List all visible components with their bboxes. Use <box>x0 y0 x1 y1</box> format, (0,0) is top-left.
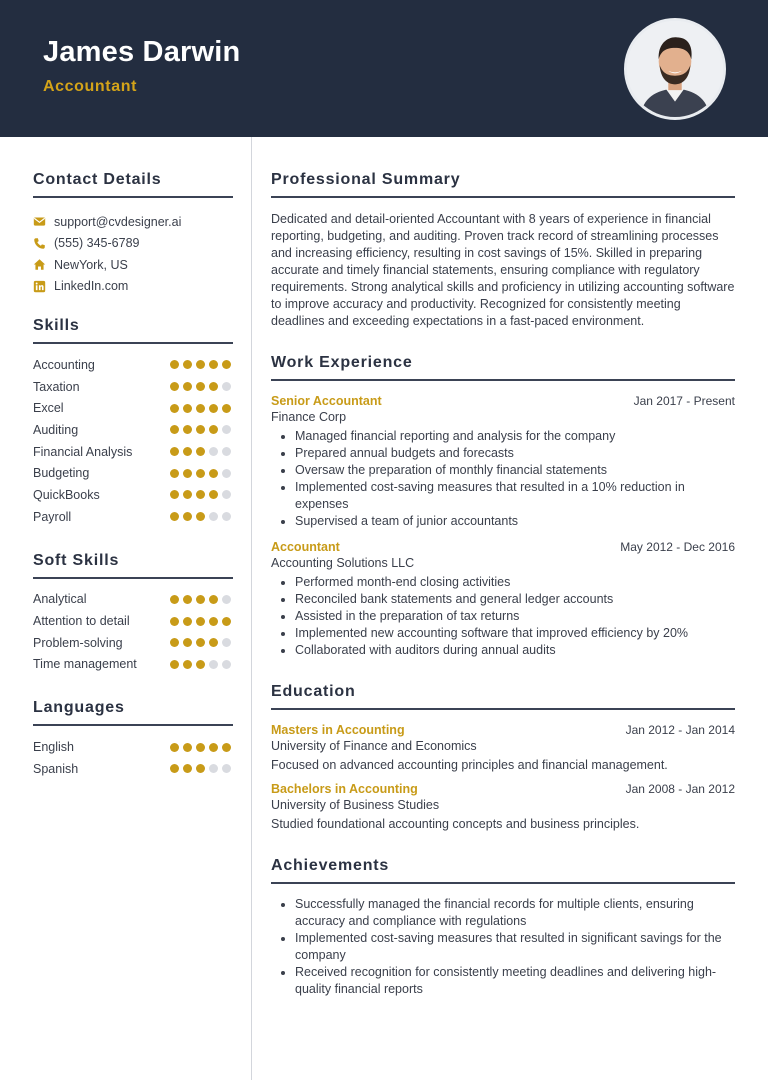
contact-phone[interactable] <box>33 233 233 255</box>
rating-dot <box>196 617 205 626</box>
skill-row <box>33 441 233 463</box>
job-entry <box>271 540 735 659</box>
contact-phone-text: (555) 345-6789 <box>54 236 140 251</box>
skill-row <box>33 397 233 419</box>
rating-dot <box>222 617 231 626</box>
rating-dot <box>170 512 179 521</box>
rating-dot <box>209 512 218 521</box>
skill-name: Auditing <box>33 422 79 437</box>
section-rule <box>33 724 233 726</box>
skill-name: Taxation <box>33 379 80 394</box>
contact-location <box>33 254 233 276</box>
skill-row <box>33 484 233 506</box>
rating-dot <box>170 743 179 752</box>
job-date: Jan 2017 - Present <box>633 394 735 408</box>
skill-name: Accounting <box>33 357 95 372</box>
home-icon <box>33 258 46 271</box>
rating-dot <box>183 360 192 369</box>
job-date: May 2012 - Dec 2016 <box>620 540 735 554</box>
skill-rating <box>170 638 231 647</box>
rating-dot <box>196 447 205 456</box>
linkedin-icon <box>33 280 46 293</box>
rating-dot <box>209 595 218 604</box>
job-bullet: Collaborated with auditors during annual audits <box>295 642 735 659</box>
skill-row <box>33 610 233 632</box>
rating-dot <box>170 360 179 369</box>
skill-name: Financial Analysis <box>33 444 133 459</box>
languages-section <box>33 699 233 779</box>
rating-dot <box>170 660 179 669</box>
education-description: Studied foundational accounting concepts and business principles. <box>271 817 640 831</box>
achievements-section <box>271 857 735 998</box>
skill-name: Attention to detail <box>33 614 130 629</box>
rating-dot <box>170 617 179 626</box>
skills-heading: Skills <box>33 317 80 334</box>
rating-dot <box>222 469 231 478</box>
email-icon <box>33 215 46 228</box>
education-date: Jan 2008 - Jan 2012 <box>625 782 735 796</box>
candidate-title: Accountant <box>43 78 137 95</box>
skill-rating <box>170 617 231 626</box>
education-entry <box>271 782 735 831</box>
rating-dot <box>170 425 179 434</box>
education-degree: Masters in Accounting <box>271 723 405 737</box>
skill-rating <box>170 447 231 456</box>
rating-dot <box>209 382 218 391</box>
rating-dot <box>209 764 218 773</box>
section-rule <box>33 577 233 579</box>
rating-dot <box>209 360 218 369</box>
languages-heading: Languages <box>33 699 125 717</box>
section-rule <box>271 882 735 884</box>
section-rule <box>33 196 233 198</box>
languages-list <box>33 736 233 779</box>
rating-dot <box>209 425 218 434</box>
summary-heading: Professional Summary <box>271 171 461 188</box>
skill-rating <box>170 512 231 521</box>
job-entry <box>271 394 735 530</box>
achievement-item: Received recognition for consistently meeting deadlines and delivering high-quality financial reports <box>295 964 735 998</box>
rating-dot <box>209 404 218 413</box>
education-description: Focused on advanced accounting principles and financial management. <box>271 758 668 772</box>
rating-dot <box>222 404 231 413</box>
rating-dot <box>196 764 205 773</box>
job-bullet: Reconciled bank statements and general ledger accounts <box>295 591 735 608</box>
rating-dot <box>222 447 231 456</box>
rating-dot <box>183 512 192 521</box>
education-school: University of Business Studies <box>271 798 440 812</box>
job-role: Accountant <box>271 540 340 554</box>
rating-dot <box>222 490 231 499</box>
skill-name: Time management <box>33 657 137 672</box>
rating-dot <box>222 743 231 752</box>
rating-dot <box>183 447 192 456</box>
education-school: University of Finance and Economics <box>271 739 477 753</box>
skill-row <box>33 506 233 528</box>
summary-section <box>271 171 735 330</box>
rating-dot <box>170 638 179 647</box>
rating-dot <box>222 764 231 773</box>
rating-dot <box>222 512 231 521</box>
skills-section <box>33 317 233 528</box>
soft-skills-heading: Soft Skills <box>33 551 120 569</box>
rating-dot <box>196 382 205 391</box>
soft-skills-list <box>33 589 233 676</box>
rating-dot <box>209 469 218 478</box>
main-content <box>271 137 735 998</box>
job-bullet: Managed financial reporting and analysis for the company <box>295 428 735 445</box>
rating-dot <box>196 660 205 669</box>
rating-dot <box>209 638 218 647</box>
rating-dot <box>170 764 179 773</box>
skill-name: QuickBooks <box>33 487 100 502</box>
contact-email[interactable] <box>33 211 233 233</box>
rating-dot <box>170 595 179 604</box>
summary-text: Dedicated and detail-oriented Accountant with 8 years of experience in financial reporting, budgeting, and auditing. Proven track record of streamlining processes and increasing efficiency, resulting in cost savings of 15%. Skilled in preparing accurate and timely financial statements, ensuring compliance with regulatory requirements. Strong analytical skills and proficiency in utilizing accounting software to improve accuracy and productivity. Recognized for consistently meeting deadlines and exceeding expectations in a fast-paced environment. <box>271 212 735 328</box>
skill-row <box>33 758 233 780</box>
skill-row <box>33 419 233 441</box>
contact-heading: Contact Details <box>33 171 162 188</box>
rating-dot <box>183 743 192 752</box>
rating-dot <box>183 595 192 604</box>
job-bullets <box>271 574 735 659</box>
rating-dot <box>196 425 205 434</box>
skill-row <box>33 654 233 676</box>
rating-dot <box>196 404 205 413</box>
job-bullet: Oversaw the preparation of monthly financial statements <box>295 462 735 479</box>
education-date: Jan 2012 - Jan 2014 <box>625 723 735 737</box>
rating-dot <box>183 638 192 647</box>
education-degree: Bachelors in Accounting <box>271 782 418 796</box>
job-bullet: Assisted in the preparation of tax returns <box>295 608 735 625</box>
section-rule <box>271 708 735 710</box>
section-rule <box>271 379 735 381</box>
rating-dot <box>183 617 192 626</box>
skill-rating <box>170 404 231 413</box>
rating-dot <box>183 660 192 669</box>
contact-linkedin-text: LinkedIn.com <box>54 279 129 294</box>
skill-rating <box>170 743 231 752</box>
profile-photo <box>624 18 726 120</box>
achievements-heading: Achievements <box>271 857 390 874</box>
rating-dot <box>183 425 192 434</box>
job-bullet: Prepared annual budgets and forecasts <box>295 445 735 462</box>
education-heading: Education <box>271 683 356 700</box>
skill-name: Payroll <box>33 509 72 524</box>
contact-linkedin[interactable] <box>33 276 233 298</box>
rating-dot <box>170 447 179 456</box>
rating-dot <box>196 743 205 752</box>
candidate-name: James Darwin <box>43 36 241 68</box>
skill-row <box>33 632 233 654</box>
job-company: Finance Corp <box>271 410 347 424</box>
rating-dot <box>209 490 218 499</box>
rating-dot <box>209 660 218 669</box>
work-section <box>271 354 735 659</box>
achievements-list <box>271 896 735 998</box>
rating-dot <box>183 764 192 773</box>
rating-dot <box>222 382 231 391</box>
education-entry <box>271 723 735 772</box>
skill-name: Spanish <box>33 761 79 776</box>
column-divider <box>251 137 252 1080</box>
skill-name: Excel <box>33 401 64 416</box>
skill-name: Analytical <box>33 592 87 607</box>
skill-row <box>33 354 233 376</box>
skill-rating <box>170 425 231 434</box>
work-heading: Work Experience <box>271 354 413 371</box>
rating-dot <box>196 512 205 521</box>
achievement-item: Implemented cost-saving measures that resulted in significant savings for the company <box>295 930 735 964</box>
skill-name: Problem-solving <box>33 635 123 650</box>
skill-row <box>33 462 233 484</box>
rating-dot <box>183 404 192 413</box>
job-bullet: Performed month-end closing activities <box>295 574 735 591</box>
rating-dot <box>170 404 179 413</box>
sidebar <box>33 137 233 780</box>
resume-header <box>0 0 768 137</box>
contact-location-text: NewYork, US <box>54 257 128 272</box>
rating-dot <box>222 638 231 647</box>
skill-rating <box>170 660 231 669</box>
phone-icon <box>33 237 46 250</box>
job-role: Senior Accountant <box>271 394 382 408</box>
rating-dot <box>196 490 205 499</box>
rating-dot <box>222 660 231 669</box>
rating-dot <box>196 595 205 604</box>
skill-row <box>33 376 233 398</box>
skill-rating <box>170 469 231 478</box>
rating-dot <box>209 617 218 626</box>
job-bullet: Implemented new accounting software that improved efficiency by 20% <box>295 625 735 642</box>
rating-dot <box>170 469 179 478</box>
rating-dot <box>196 360 205 369</box>
skill-name: Budgeting <box>33 466 90 481</box>
rating-dot <box>209 743 218 752</box>
skill-rating <box>170 764 231 773</box>
rating-dot <box>183 469 192 478</box>
skill-rating <box>170 382 231 391</box>
rating-dot <box>183 490 192 499</box>
section-rule <box>33 342 233 344</box>
rating-dot <box>170 382 179 391</box>
rating-dot <box>209 447 218 456</box>
profile-photo-image <box>627 21 723 117</box>
rating-dot <box>222 360 231 369</box>
skills-list <box>33 354 233 528</box>
rating-dot <box>170 490 179 499</box>
job-bullets <box>271 428 735 530</box>
achievement-item: Successfully managed the financial records for multiple clients, ensuring accuracy and compliance with regulations <box>295 896 735 930</box>
rating-dot <box>222 425 231 434</box>
skill-rating <box>170 360 231 369</box>
skill-rating <box>170 490 231 499</box>
contact-email-text: support@cvdesigner.ai <box>54 214 182 229</box>
soft-skills-section <box>33 552 233 676</box>
skill-row <box>33 736 233 758</box>
contact-section <box>33 171 233 297</box>
rating-dot <box>222 595 231 604</box>
job-bullet: Supervised a team of junior accountants <box>295 513 735 530</box>
section-rule <box>271 196 735 198</box>
skill-rating <box>170 595 231 604</box>
education-section <box>271 683 735 831</box>
job-bullet: Implemented cost-saving measures that resulted in a 10% reduction in expenses <box>295 479 735 513</box>
skill-name: English <box>33 740 74 755</box>
job-company: Accounting Solutions LLC <box>271 556 415 570</box>
rating-dot <box>196 638 205 647</box>
rating-dot <box>196 469 205 478</box>
rating-dot <box>183 382 192 391</box>
skill-row <box>33 589 233 611</box>
